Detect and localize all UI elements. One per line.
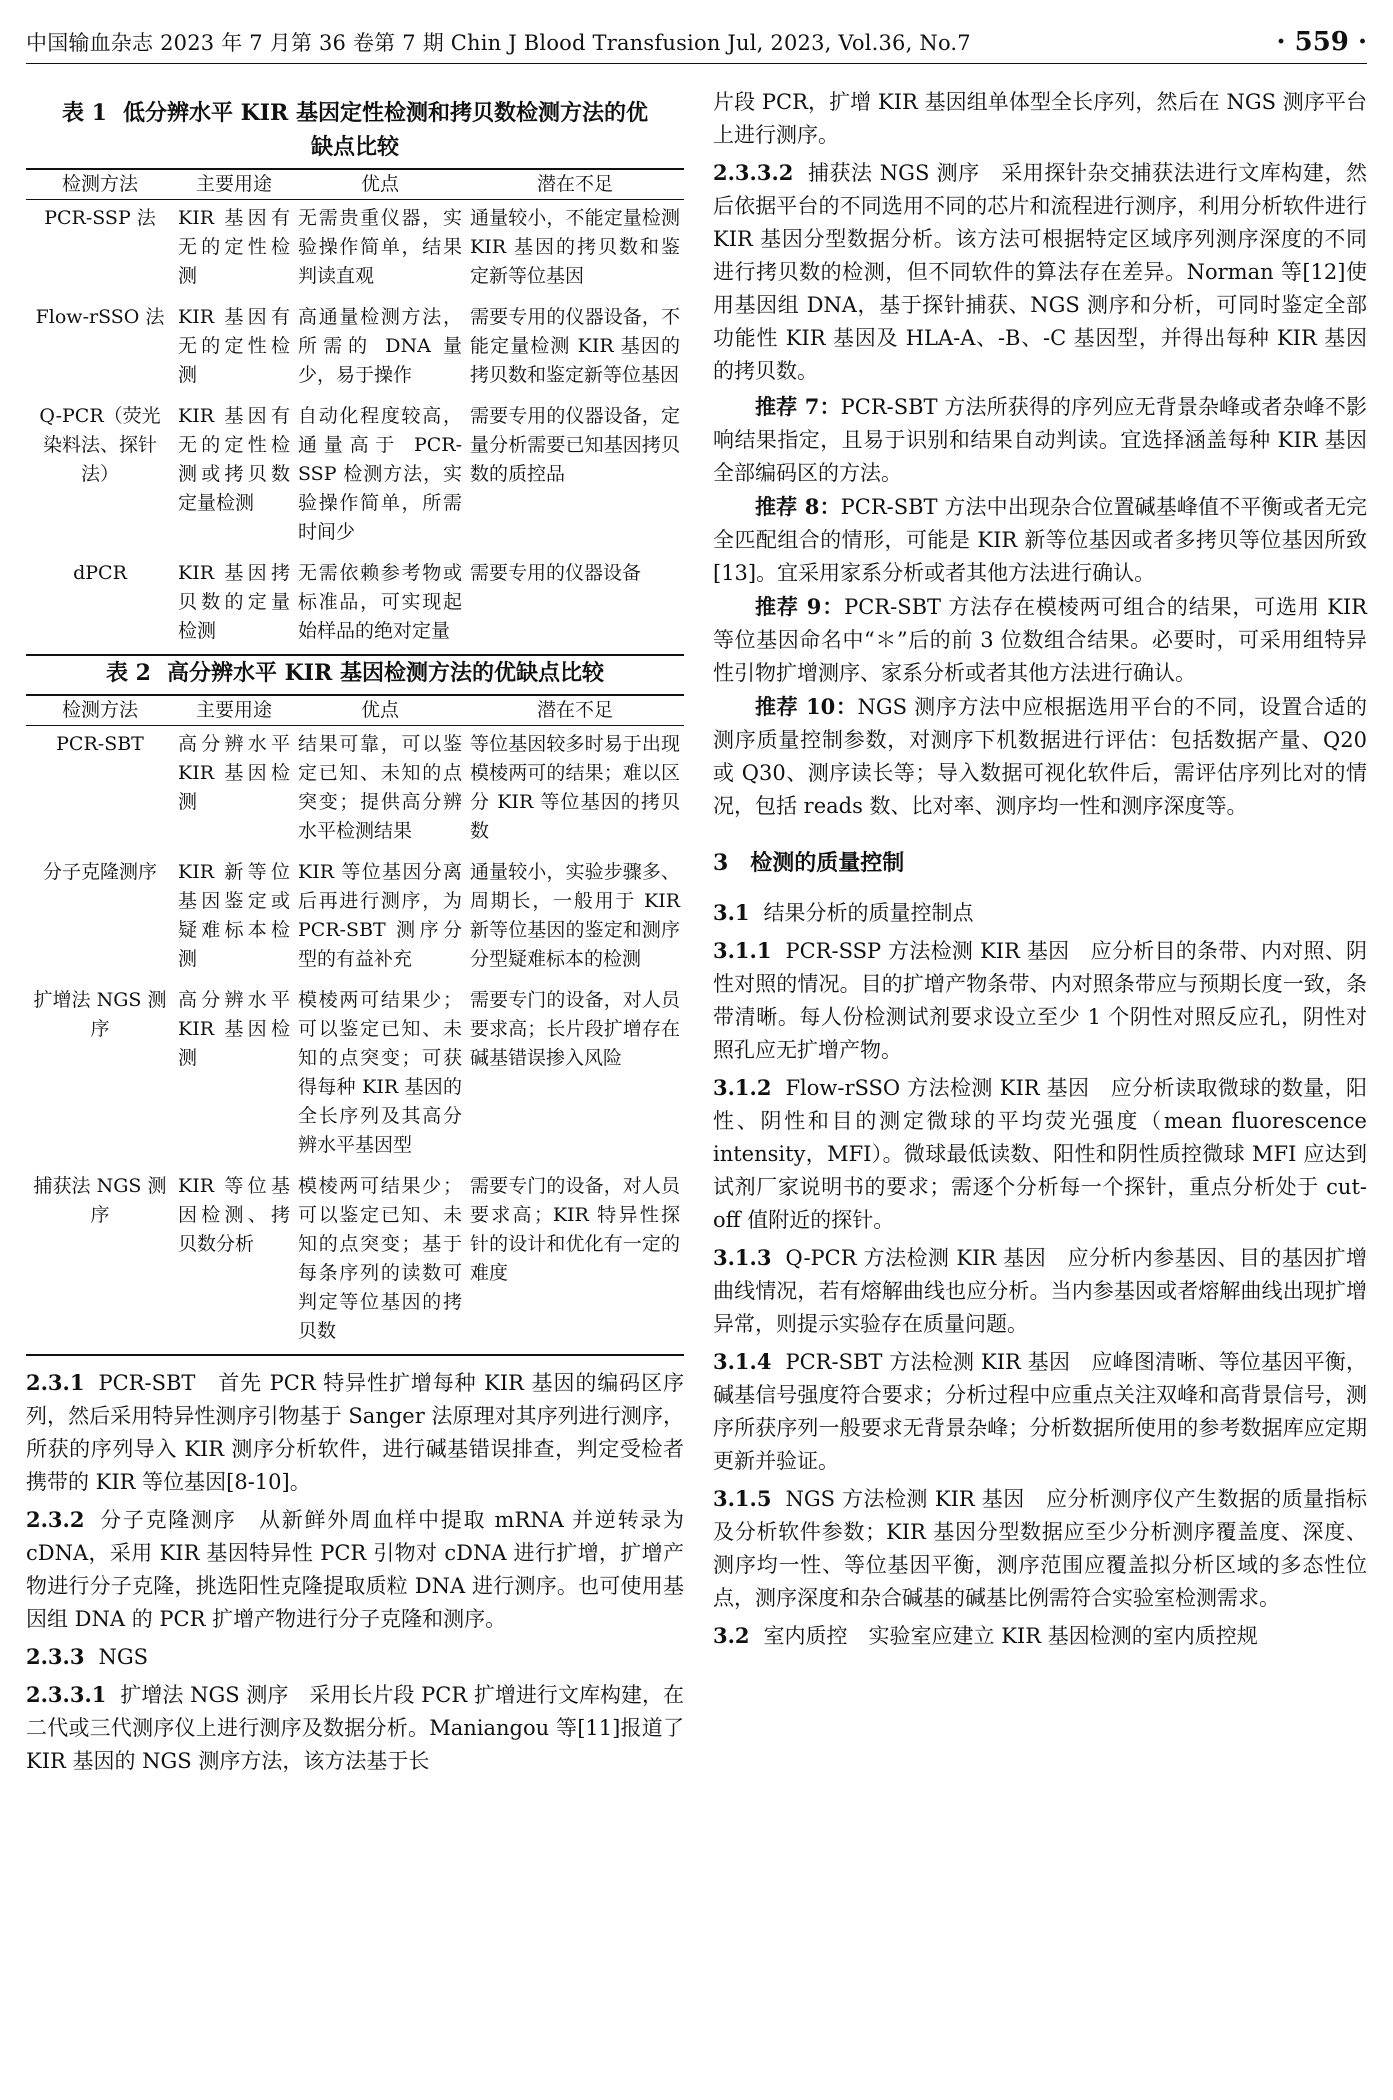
table2-row (26, 854, 684, 982)
para-3-1-3: 3.1.3 Q-PCR 方法检测 KIR 基因 应分析内参基因、目的基因扩增曲线情况，若有熔解曲线也应分析。当内参基因或者熔解曲线出现扩增异常，则提示实验存在质量问题。 (713, 1245, 1367, 1336)
section-3-heading: 3 检测的质量控制 (713, 850, 905, 876)
table2-cell: 结果可靠，可以鉴定已知、未知的点突变；提供高分辨水平检测结果 (298, 733, 462, 842)
journal-citation: 中国输血杂志 2023 年 7 月第 36 卷第 7 期 Chin J Blood Transfusion Jul, 2023, Vol.36, No.7 (26, 31, 971, 55)
table2-cell: 通量较小，实验步骤多、周期长，一般用于 KIR 新等位基因的鉴定和测序分型疑难标本的检测 (470, 861, 680, 970)
table2-caption (26, 656, 684, 690)
table1-header-row (26, 169, 684, 200)
table2-header-limitation: 潜在不足 (466, 695, 684, 726)
page-number: · 559 · (1276, 27, 1367, 57)
para-2-3-1: 2.3.1 PCR-SBT 首先 PCR 特异性扩增每种 KIR 基因的编码区序列，然后采用特异性测序引物基于 Sanger 法原理对其序列进行测序，所获的序列导入 KIR 测序分析软件，进行碱基错误排查，判定受检者携带的 KIR 等位基因[8-10]。 (26, 1370, 684, 1494)
table2-cell: 模棱两可结果少；可以鉴定已知、未知的点突变；可获得每种 KIR 基因的全长序列及其高分辨水平基因型 (298, 989, 462, 1156)
table2-row (26, 1168, 684, 1355)
para-3-1-1: 3.1.1 PCR-SSP 方法检测 KIR 基因 应分析目的条带、内对照、阴性对照的情况。目的扩增产物条带、内对照条带应与预期长度一致，条带清晰。每人份检测试剂要求设立至少 1 个阴性对照反应孔，阴性对照孔应无扩增产物。 (713, 938, 1367, 1062)
table2-cell: KIR 新等位基因鉴定或疑难标本检测 (178, 861, 290, 970)
table2-cell: 等位基因较多时易于出现模棱两可的结果；难以区分 KIR 等位基因的拷贝数 (470, 733, 680, 842)
table1-cell: Q-PCR（荧光染料法、探针法） (39, 405, 161, 485)
table2-cell: 高分辨水平 KIR 基因检测 (178, 733, 290, 813)
table2-header-method: 检测方法 (26, 695, 174, 726)
recommendation-8: 推荐 8：PCR-SBT 方法中出现杂合位置碱基峰值不平衡或者无完全匹配组合的情形，可能是 KIR 新等位基因或者多拷贝等位基因所致[13]。宜采用家系分析或者其他方法进行确认。 (713, 494, 1367, 585)
table1-cell: PCR-SSP 法 (44, 207, 156, 229)
table1-row (26, 398, 684, 555)
table2-cell: KIR 等位基因检测、拷贝数分析 (174, 1168, 294, 1355)
table1-cell: KIR 基因有无的定性检测 (178, 306, 290, 386)
table1-number: 表 1 (62, 100, 107, 126)
table2-cell: 扩增法 NGS 测序 (33, 989, 167, 1040)
table1-cell: KIR 基因有无的定性检测或拷贝数定量检测 (178, 405, 290, 514)
table1-cell: 需要专用的仪器设备，定量分析需要已知基因拷贝数的质控品 (470, 405, 680, 485)
heading-2-3-3: 2.3.3 NGS (26, 1644, 149, 1669)
table1-row (26, 555, 684, 655)
para-2-3-3-2: 2.3.3.2 捕获法 NGS 测序 采用探针杂交捕获法进行文库构建，然后依据平台的不同选用不同的芯片和流程进行测序，利用分析软件进行 KIR 基因分型数据分析。该方法可根据特定区域序列测序深度的不同进行拷贝数的检测，但不同软件的算法存在差异。Norman 等[12]使用基因组 DNA，基于探针捕获、NGS 测序和分析，可同时鉴定全部功能性 KIR 基因及 HLA-A、-B、-C 基因型，并得出每种 KIR 基因的拷贝数。 (713, 160, 1367, 383)
table2-cell: 需要专门的设备，对人员要求高；KIR 特异性探针的设计和优化有一定的难度 (466, 1168, 684, 1355)
table1-caption (26, 86, 684, 164)
table2-cell: 高分辨水平 KIR 基因检测 (178, 989, 290, 1069)
table1-cell: Flow-rSSO 法 (35, 306, 165, 328)
table2-row (26, 726, 684, 855)
para-3-1-4: 3.1.4 PCR-SBT 方法检测 KIR 基因 应峰图清晰、等位基因平衡，碱基信号强度符合要求；分析过程中应重点关注双峰和高背景信号，测序所获序列一般要求无背景杂峰；分析数据所使用的参考数据库应定期更新并验证。 (713, 1349, 1367, 1473)
table1-cell: 高通量检测方法，所需的 DNA 量少，易于操作 (298, 306, 462, 386)
table2-number: 表 2 (106, 660, 151, 686)
table1-cell: 需要专用的仪器设备，不能定量检测 KIR 基因的拷贝数和鉴定新等位基因 (470, 306, 680, 386)
table1-cell: KIR 基因拷贝数的定量检测 (174, 555, 294, 655)
table1 (26, 168, 684, 656)
table1-cell: 无需贵重仪器，实验操作简单，结果判读直观 (298, 207, 462, 287)
table1-header-advantage: 优点 (294, 169, 466, 200)
table1-header-method: 检测方法 (26, 169, 174, 200)
section-3-1-heading: 3.1 结果分析的质量控制点 (713, 900, 974, 925)
para-3-1-5: 3.1.5 NGS 方法检测 KIR 基因 应分析测序仪产生数据的质量指标及分析软件参数；KIR 基因分型数据应至少分析测序覆盖度、深度、测序均一性、等位基因平衡，测序范围应覆盖拟分析区域的多态性位点，测序深度和杂合碱基的碱基比例需符合实验室检测需求。 (713, 1486, 1367, 1610)
table1-header-use: 主要用途 (174, 169, 294, 200)
table2 (26, 694, 684, 1356)
table2-cell: 需要专门的设备，对人员要求高；长片段扩增存在碱基错误掺入风险 (470, 989, 680, 1069)
para-3-2: 3.2 室内质控 实验室应建立 KIR 基因检测的室内质控规 (713, 1623, 1258, 1648)
table2-title: 高分辨水平 KIR 基因检测方法的优缺点比较 (166, 660, 604, 686)
running-header (26, 26, 1367, 64)
table1-cell: 无需依赖参考物或标准品，可实现起始样品的绝对定量 (294, 555, 466, 655)
table1-cell: 通量较小，不能定量检测 KIR 基因的拷贝数和鉴定新等位基因 (470, 207, 680, 287)
para-3-1-2: 3.1.2 Flow-rSSO 方法检测 KIR 基因 应分析读取微球的数量，阳性、阴性和目的测定微球的平均荧光强度（mean fluorescence intensity，MFI）。微球最低读数、阳性和阴性质控微球 MFI 应达到试剂厂家说明书的要求；需逐个分析每一个探针，重点分析处于 cut-off 值附近的探针。 (713, 1075, 1367, 1232)
recommendation-9: 推荐 9：PCR-SBT 方法存在模棱两可组合的结果，可选用 KIR 等位基因命名中“＊”后的前 3 位数组合结果。必要时，可采用组特异性引物扩增测序、家系分析或者其他方法进行确认。 (713, 594, 1367, 685)
recommendation-7: 推荐 7：PCR-SBT 方法所获得的序列应无背景杂峰或者杂峰不影响结果指定，且易于识别和结果自动判读。宜选择涵盖每种 KIR 基因全部编码区的方法。 (713, 394, 1367, 485)
table1-cell: KIR 基因有无的定性检测 (178, 207, 290, 287)
table1-cell: 需要专用的仪器设备 (466, 555, 684, 655)
left-body-text (26, 1366, 684, 1778)
table2-cell: KIR 等位基因分离后再进行测序，为 PCR-SBT 测序分型的有益补充 (298, 861, 462, 970)
table1-title: 低分辨水平 KIR 基因定性检测和拷贝数检测方法的优缺点比较 (122, 100, 648, 160)
left-column (26, 86, 684, 1778)
table1-row (26, 200, 684, 300)
right-column (713, 86, 1367, 1653)
table2-row (26, 982, 684, 1168)
table1-header-limitation: 潜在不足 (466, 169, 684, 200)
table2-cell: PCR-SBT (56, 733, 144, 755)
table2-cell: 模棱两可结果少；可以鉴定已知、未知的点突变；基于每条序列的读数可判定等位基因的拷贝数 (294, 1168, 466, 1355)
table1-cell: dPCR (26, 555, 174, 655)
table2-header-advantage: 优点 (294, 695, 466, 726)
table2-header-row (26, 695, 684, 726)
table1-row (26, 299, 684, 398)
recommendation-10: 推荐 10：NGS 测序方法中应根据选用平台的不同，设置合适的测序质量控制参数，对测序下机数据进行评估：包括数据产量、Q20 或 Q30、测序读长等；导入数据可视化软件后，需评估序列比对的情况，包括 reads 数、比对率、测序均一性和测序深度等。 (713, 694, 1367, 818)
table2-cell: 捕获法 NGS 测序 (26, 1168, 174, 1355)
para-2-3-3-1: 2.3.3.1 扩增法 NGS 测序 采用长片段 PCR 扩增进行文库构建，在二代或三代测序仪上进行测序及数据分析。Maniangou 等[11]报道了 KIR 基因的 NGS 测序方法，该方法基于长 (26, 1682, 684, 1773)
table2-header-use: 主要用途 (174, 695, 294, 726)
para-2-3-2: 2.3.2 分子克隆测序 从新鲜外周血样中提取 mRNA 并逆转录为 cDNA，采用 KIR 基因特异性 PCR 引物对 cDNA 进行扩增，扩增产物进行分子克隆，挑选阳性克隆提取质粒 DNA 进行测序。也可使用基因组 DNA 的 PCR 扩增产物进行分子克隆和测序。 (26, 1507, 684, 1631)
table1-cell: 自动化程度较高，通量高于 PCR-SSP 检测方法，实验操作简单，所需时间少 (298, 405, 462, 543)
para-continued: 片段 PCR，扩增 KIR 基因组单体型全长序列，然后在 NGS 测序平台上进行测序。 (713, 90, 1367, 147)
table2-cell: 分子克隆测序 (42, 861, 157, 883)
